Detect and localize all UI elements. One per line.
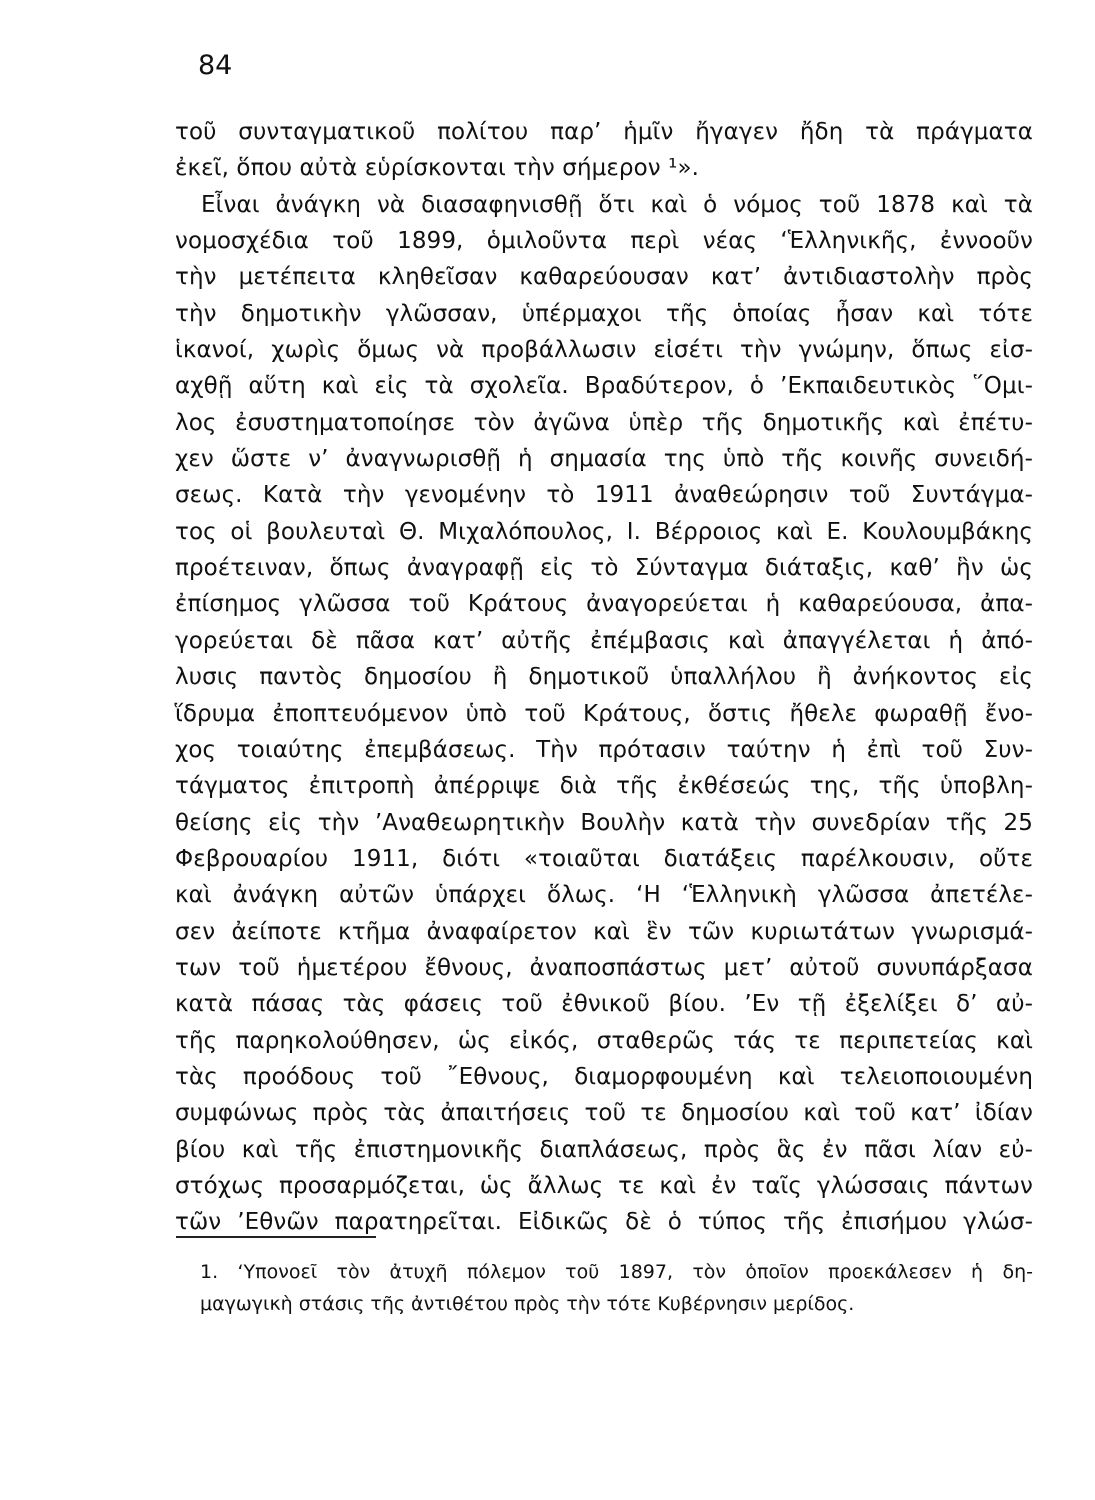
text-line: νομοσχέδια τοῦ 1899, ὁμιλοῦντα περὶ νέας ‘Ἑλληνικῆς, ἐννοοῦν (175, 228, 1033, 255)
text-line: τῶν ’Εθνῶν παρατηρεῖται. Εἰδικῶς δὲ ὁ τύπος τῆς ἐπισήμου γλώσ- (175, 1209, 1033, 1236)
text-line: αχθῇ αὕτη καὶ εἰς τὰ σχολεῖα. Βραδύτερον, ὁ ’Εκπαιδευτικὸς ῞Ομι- (175, 373, 1033, 400)
text-line: τὴν μετέπειτα κληθεῖσαν καθαρεύουσαν κατ’ ἀντιδιαστολὴν πρὸς (175, 264, 1033, 291)
text-line: Φεβρουαρίου 1911, διότι «τοιαῦται διατάξεις παρέλκουσιν, οὔτε (175, 845, 1033, 872)
footnotes (200, 1256, 1033, 1320)
text-line: γορεύεται δὲ πᾶσα κατ’ αὐτῆς ἐπέμβασις καὶ ἀπαγγέλεται ἡ ἀπό- (175, 627, 1033, 654)
text-line: Εἶναι ἀνάγκη νὰ διασαφηνισθῇ ὅτι καὶ ὁ νόμος τοῦ 1878 καὶ τὰ (201, 191, 1033, 218)
text-line: προέτειναν, ὅπως ἀναγραφῇ εἰς τὸ Σύνταγμα διάταξις, καθ’ ἣν ὡς (175, 555, 1033, 582)
text-line: ἵδρυμα ἐποπτευόμενον ὑπὸ τοῦ Κράτους, ὅστις ἤθελε φωραθῇ ἔνο- (175, 700, 1033, 727)
text-line: λυσις παντὸς δημοσίου ἢ δημοτικοῦ ὑπαλλήλου ἢ ἀνήκοντος εἰς (175, 664, 1033, 691)
body-text (175, 114, 1033, 1241)
page-number: 84 (198, 50, 233, 81)
text-line: λος ἐσυστηματοποίησε τὸν ἀγῶνα ὑπὲρ τῆς δημοτικῆς καὶ ἐπέτυ- (175, 409, 1033, 436)
text-line: ἱκανοί, χωρὶς ὅμως νὰ προβάλλωσιν εἰσέτι τὴν γνώμην, ὅπως εἰσ- (175, 337, 1033, 364)
text-line: τοῦ συνταγματικοῦ πολίτου παρ’ ἡμῖν ἤγαγεν ἤδη τὰ πράγματα (175, 119, 1033, 145)
text-line: τὴν δημοτικὴν γλῶσσαν, ὑπέρμαχοι τῆς ὁποίας ἦσαν καὶ τότε (175, 300, 1033, 327)
text-line: χεν ὥστε ν’ ἀναγνωρισθῇ ἡ σημασία της ὑπὸ τῆς κοινῆς συνειδή- (175, 446, 1033, 473)
text-line: καὶ ἀνάγκη αὐτῶν ὑπάρχει ὅλως. ‘Η ‘Ἑλληνικὴ γλῶσσα ἀπετέλε- (175, 882, 1033, 909)
text-line: θείσης εἰς τὴν ’Αναθεωρητικὴν Βουλὴν κατὰ τὴν συνεδρίαν τῆς 25 (175, 809, 1033, 836)
text-line: σεως. Κατὰ τὴν γενομένην τὸ 1911 ἀναθεώρησιν τοῦ Συντάγμα- (175, 482, 1033, 509)
text-line: στόχως προσαρμόζεται, ὡς ἄλλως τε καὶ ἐν ταῖς γλώσσαις πάντων (175, 1172, 1033, 1199)
text-line: βίου καὶ τῆς ἐπιστημονικῆς διαπλάσεως, πρὸς ἃς ἐν πᾶσι λίαν εὐ- (175, 1136, 1033, 1163)
text-line: σεν ἀείποτε κτῆμα ἀναφαίρετον καὶ ἓν τῶν κυριωτάτων γνωρισμά- (175, 918, 1033, 945)
footnote-separator (176, 1236, 376, 1238)
text-line: των τοῦ ἡμετέρου ἔθνους, ἀναποσπάστως μετ’ αὐτοῦ συνυπάρξασα (175, 954, 1033, 981)
footnote-line: μαγωγικὴ στάσις τῆς ἀντιθέτου πρὸς τὴν τότε Κυβέρνησιν μερίδος. (200, 1293, 855, 1315)
text-line: ἐπίσημος γλῶσσα τοῦ Κράτους ἀναγορεύεται ἡ καθαρεύουσα, ἀπα- (175, 591, 1033, 618)
text-line: τῆς παρηκολούθησεν, ὡς εἰκός, σταθερῶς τάς τε περιπετείας καὶ (175, 1027, 1033, 1054)
text-line: ἐκεῖ, ὅπου αὐτὰ εὑρίσκονται τὴν σήμερον ¹». (175, 155, 700, 182)
text-line: συμφώνως πρὸς τὰς ἀπαιτήσεις τοῦ τε δημοσίου καὶ τοῦ κατ’ ἰδίαν (175, 1100, 1033, 1127)
text-line: κατὰ πάσας τὰς φάσεις τοῦ ἐθνικοῦ βίου. ’Εν τῇ ἐξελίξει δ’ αὐ- (175, 991, 1033, 1018)
text-line: τάγματος ἐπιτροπὴ ἀπέρριψε διὰ τῆς ἐκθέσεώς της, τῆς ὑποβλη- (175, 773, 1033, 800)
text-line: τὰς προόδους τοῦ ῎Εθνους, διαμορφουμένη καὶ τελειοποιουμένη (175, 1063, 1033, 1090)
text-line: τος οἱ βουλευταὶ Θ. Μιχαλόπουλος, Ι. Βέρροιος καὶ Ε. Κουλουμβάκης (175, 518, 1033, 545)
footnote-line: 1. ‘Υπονοεῖ τὸν ἀτυχῆ πόλεμον τοῦ 1897, τὸν ὁποῖον προεκάλεσεν ἡ δη- (200, 1261, 1033, 1283)
text-line: χος τοιαύτης ἐπεμβάσεως. Τὴν πρότασιν ταύτην ἡ ἐπὶ τοῦ Συν- (175, 736, 1033, 763)
